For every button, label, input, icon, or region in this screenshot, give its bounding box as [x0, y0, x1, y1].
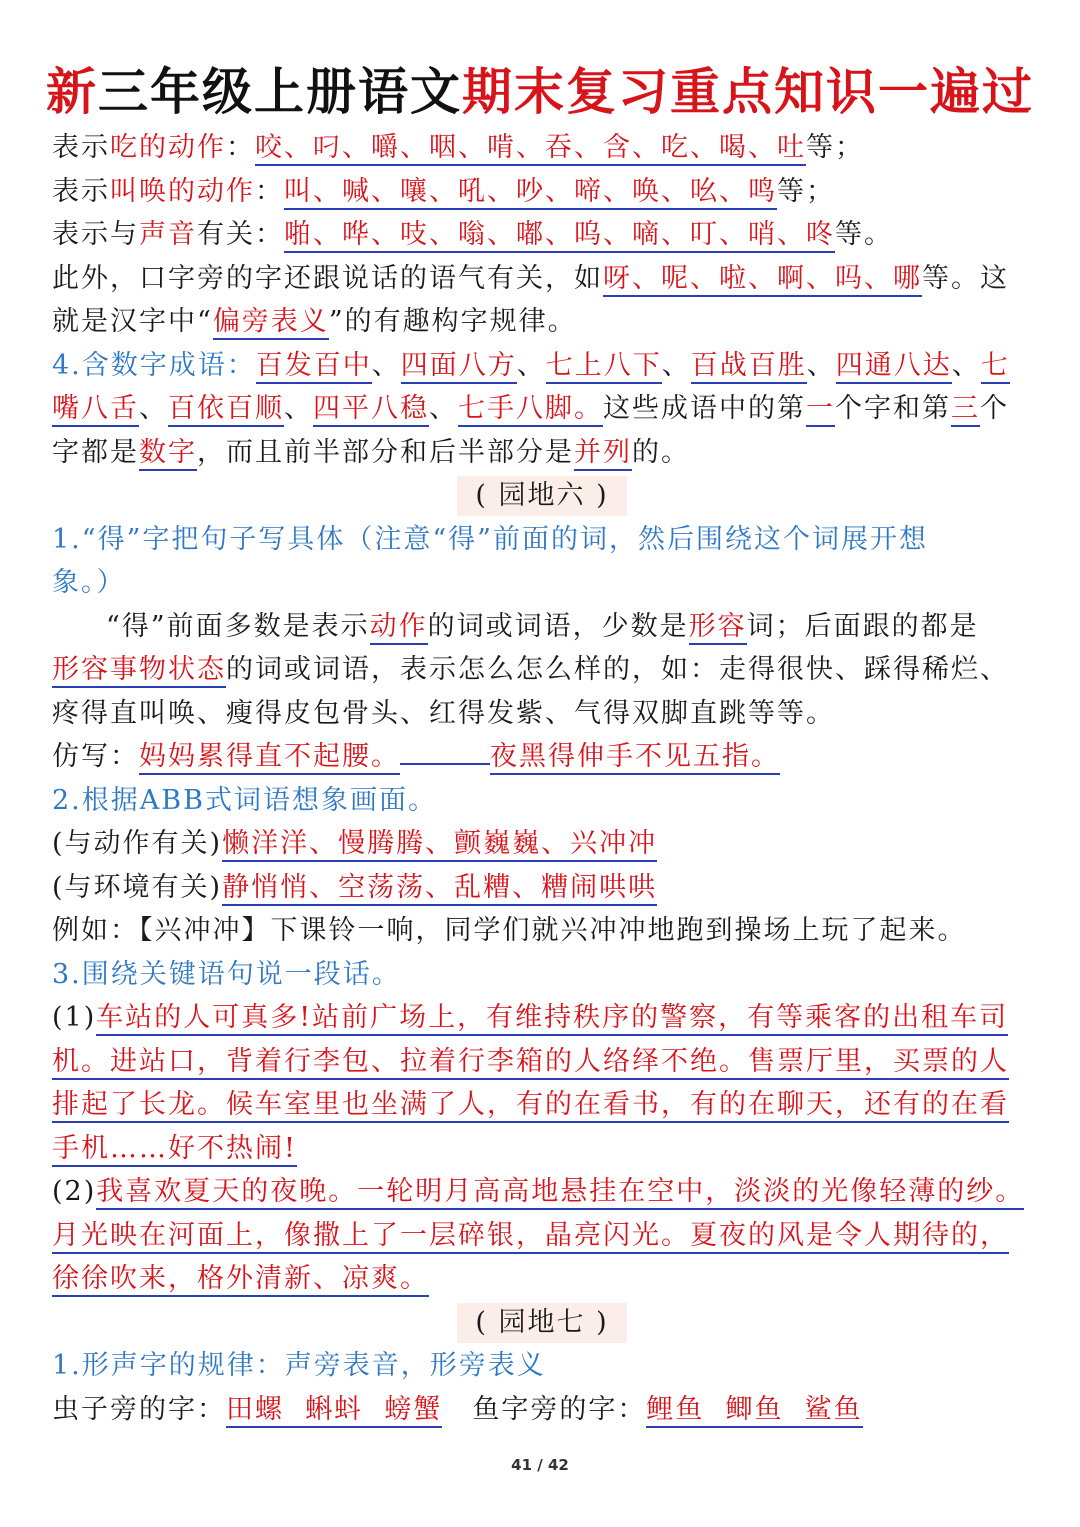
s6-heading-3: 3.围绕关键语句说一段话。 [52, 958, 401, 990]
idioms-heading: 4.含数字成语： [52, 349, 256, 381]
s6-env: (与环境有关)静悄悄、空荡荡、乱糟、糟闹哄哄 [52, 866, 1032, 910]
line-eat: 表示吃的动作：咬、叼、嚼、咽、啃、吞、含、吃、喝、吐等； [52, 126, 1032, 170]
content [52, 126, 1032, 1431]
line-tone-1: 此外，口字旁的字还跟说话的语气有关，如呀、呢、啦、啊、吗、哪等。这 [52, 257, 1032, 301]
s6-sample-1a: (1)车站的人可真多!站前广场上，有维持秩序的警察，有等乘客的出租车司 [52, 996, 1032, 1040]
s6-heading-1a: 1.“得”字把句子写具体（注意“得”前面的词，然后围绕这个词展开想 [52, 523, 928, 555]
idioms-line-1: 4.含数字成语：百发百中、四面八方、七上八下、百战百胜、四通八达、七 [52, 344, 1032, 388]
s6-sample-2b: 月光映在河面上，像撒上了一层碎银，晶亮闪光。夏夜的风是令人期待的， [52, 1214, 1032, 1258]
s6-sample-1c: 排起了长龙。候车室里也坐满了人，有的在看书，有的在聊天，还有的在看 [52, 1083, 1032, 1127]
s6-para-3: 疼得直叫唤、瘦得皮包骨头、红得发紫、气得双脚直跳等等。 [52, 697, 835, 729]
s6-sample-1b: 机。进站口，背着行李包、拉着行李箱的人络绎不绝。售票厅里，买票的人 [52, 1040, 1032, 1084]
s6-sample-1d: 手机……好不热闹! [52, 1127, 1032, 1171]
section-heading-6: ( 园地六 ) [52, 474, 1032, 518]
s7-radicals: 虫子旁的字：田螺 蝌蚪 螃蟹 鱼字旁的字：鲤鱼 鲫鱼 鲨鱼 [52, 1388, 1032, 1432]
s6-para-1: “得”前面多数是表示动作的词或词语，少数是形容词；后面跟的都是 [52, 605, 1032, 649]
line-tone-2: 就是汉字中“偏旁表义”的有趣构字规律。 [52, 300, 1032, 344]
line-sound: 表示与声音有关：啪、哗、吱、嗡、嘟、呜、嘀、叮、哨、咚等。 [52, 213, 1032, 257]
page-title [0, 52, 1080, 124]
idioms-line-3: 字都是数字，而且前半部分和后半部分是并列的。 [52, 431, 1032, 475]
line-call: 表示叫唤的动作：叫、喊、嚷、吼、吵、啼、唤、吆、鸣等； [52, 170, 1032, 214]
section-heading-7: ( 园地七 ) [52, 1301, 1032, 1345]
s7-heading-1: 1.形声字的规律：声旁表音，形旁表义 [52, 1350, 546, 1381]
s6-sample-2a: (2)我喜欢夏天的夜晚。一轮明月高高地悬挂在空中，淡淡的光像轻薄的纱。 [52, 1170, 1032, 1214]
s6-heading-2: 2.根据ABB式词语想象画面。 [52, 784, 437, 816]
title-part2: 三年级上册语文 [98, 62, 462, 121]
title-part3: 期末复习重点知识一遍过 [462, 62, 1034, 121]
s6-imitate: 仿写：妈妈累得直不起腰。 夜黑得伸手不见五指。 [52, 735, 1032, 779]
s6-para-2: 形容事物状态的词或词语，表示怎么怎么样的，如：走得很快、踩得稀烂、 [52, 648, 1032, 692]
idioms-line-2: 嘴八舌、百依百顺、四平八稳、七手八脚。这些成语中的第一个字和第三个 [52, 387, 1032, 431]
title-part1: 新 [46, 62, 98, 121]
s6-action: (与动作有关)懒洋洋、慢腾腾、颤巍巍、兴冲冲 [52, 822, 1032, 866]
s6-example: 例如：【兴冲冲】下课铃一响，同学们就兴冲冲地跑到操场上玩了起来。 [52, 915, 967, 946]
s6-sample-2c: 徐徐吹来，格外清新、凉爽。 [52, 1257, 1032, 1301]
s6-heading-1b: 象。） [52, 567, 126, 598]
page-number: 41 / 42 [511, 1456, 569, 1474]
